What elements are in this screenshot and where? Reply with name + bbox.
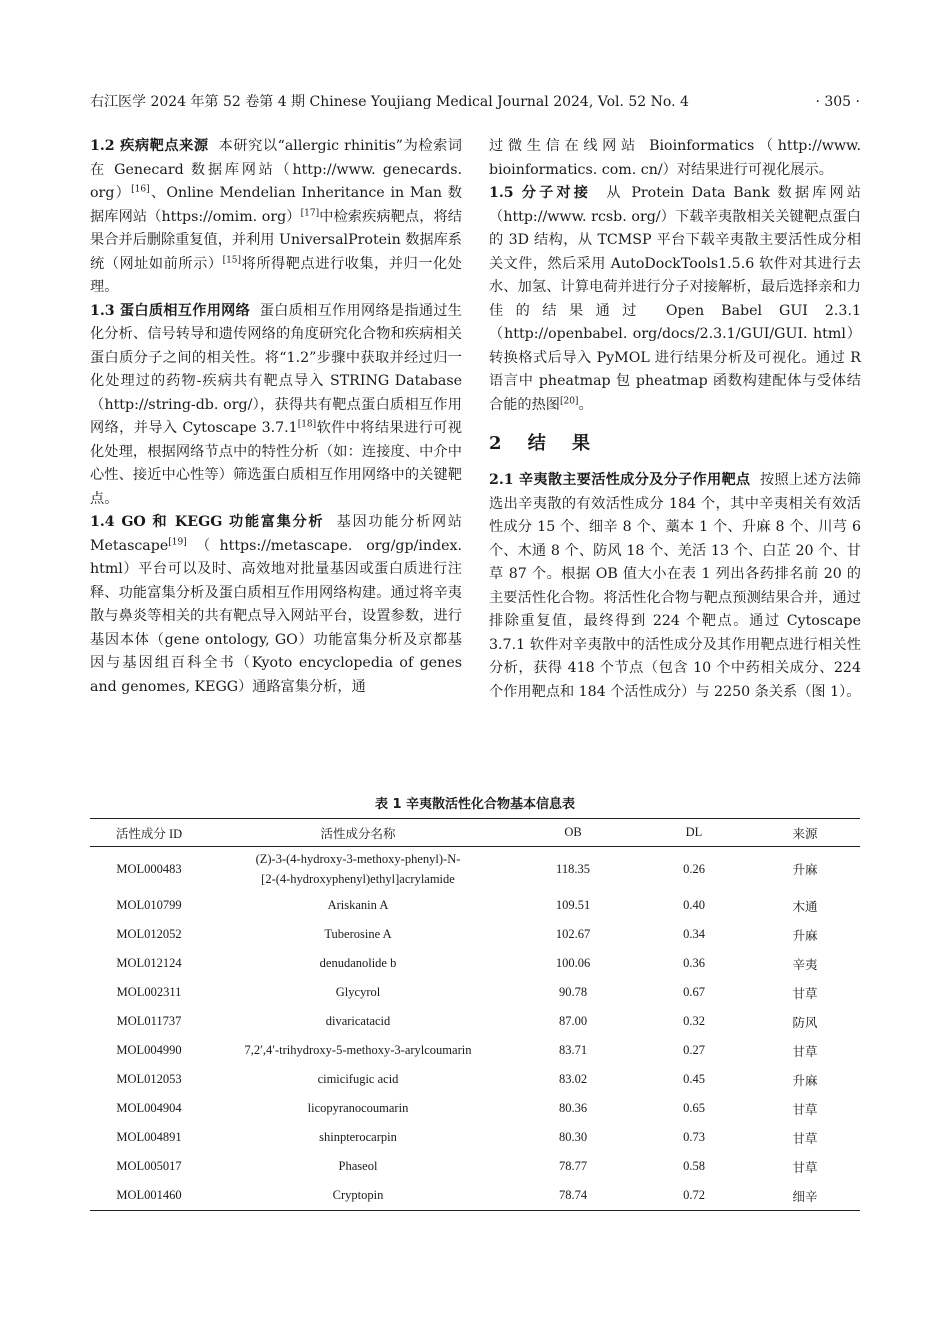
section-1-4 — [90, 511, 462, 699]
cell-id: MOL000483 — [116, 861, 182, 876]
section-1-5-text: 从 Protein Data Bank 数据库网站（http://www. rcsb. org/）下载辛夷散相关关键靶点蛋白的 3D 结构，从 TCMSP 平台下载辛夷散主要活性成分相关文件，然后采用 AutoDockTools1.5.6 软件对其进行去水、加氢、计算电荷并进行分子对接解析，最后选择亲和力佳的结果通过 Open Babel GUI 2.3.1（http://openbabel. org/docs/2.3.1/GUI/GUI. html）转换格式后导入 PyMOL 进行结果分析及可视化。通过 R 语言中 pheatmap 包 pheatmap 函数构建配体与受体结合能的热图 — [489, 185, 861, 413]
section-1-3-text: 蛋白质相互作用网络是指通过生化分析、信号转导和遗传网络的角度研究化合物和疾病相关蛋白质分子之间的相关性。将“1.2”步骤中获取并经过归一化处理过的药物-疾病共有靶点导入 STRING Database（http://string-db. org/），获得共有靶点蛋白质相互作用网络，并导入 Cytoscape 3.7.1 — [90, 302, 462, 436]
table-row — [90, 1094, 860, 1123]
section-1-4-text: 基因功能分析网站 Metascape — [90, 514, 462, 554]
section-1-3 — [90, 300, 462, 512]
cell-source: 木通 — [792, 899, 818, 914]
cell-ob: 78.74 — [508, 1181, 638, 1211]
cell-ob: 80.30 — [558, 1130, 588, 1144]
section-1-3-text-2: 软件中将结果进行可视化处理，根据网络节点中的特性分析（如：连接度、中介中心性、接近中心性等）筛选蛋白质相互作用网络中的关键靶点。 — [90, 420, 462, 507]
cell-ob: 83.02 — [558, 1072, 588, 1086]
section-1-2-title: 1.2 疾病靶点来源 — [90, 138, 209, 154]
citation-20: [20] — [559, 395, 579, 406]
table-row — [90, 949, 860, 978]
table-row — [90, 847, 860, 892]
section-1-2-text-2: 、Online Mendelian Inheritance in Man 数据库网站（https://omim. org） — [90, 185, 462, 225]
cell-ob: 87.00 — [558, 1014, 588, 1028]
table-row — [90, 1065, 860, 1094]
cell-ob: 83.71 — [558, 1043, 588, 1057]
section-1-3-title: 1.3 蛋白质相互作用网络 — [90, 302, 251, 319]
section-2-1-text: 按照上述方法筛选出辛夷散的有效活性成分 184 个，其中辛夷相关有效活性成分 15 个、细辛 8 个、藁本 1 个、升麻 8 个、川芎 6 个、木通 8 个、防风 18 个、羌活 13 个、白芷 20 个、甘草 87 个。根据 OB 值大小在表 1 列出各药排名前 20 的主要活性化合物。将活性化合物与靶点预测结果合并，通过排除重复值，最终得到 224 个靶点。通过 Cytoscape 3.7.1 软件对辛夷散中的活性成分及其作用靶点进行相关性分析，获得 418 个节点（包含 10 个中药相关成分、224 个作用靶点和 184 个活性成分）与 2250 条关系（图 1）。 — [489, 472, 861, 700]
cell-name: Phaseol — [338, 1159, 378, 1173]
section-1-5-end: 。 — [578, 396, 593, 413]
table-row — [90, 1181, 860, 1211]
col-header-name: 活性成分名称 — [208, 819, 508, 847]
citation-15: [15] — [222, 254, 242, 265]
cell-id: MOL011737 — [116, 1014, 182, 1028]
section-2-1-title: 2.1 辛夷散主要活性成分及分子作用靶点 — [489, 472, 751, 488]
cell-dl: 0.45 — [683, 1072, 705, 1086]
cell-ob: 80.36 — [558, 1101, 588, 1115]
cell-name: Ariskanin A — [327, 898, 389, 912]
cell-dl: 0.58 — [683, 1159, 705, 1173]
cell-source: 防风 — [792, 1015, 818, 1030]
section-1-2-text-4: 将所得靶点进行收集，并归一化处理。 — [90, 255, 462, 295]
citation-18: [18] — [297, 419, 317, 430]
cell-name — [208, 847, 508, 892]
cell-source: 升麻 — [792, 863, 818, 877]
cell-dl: 0.67 — [683, 985, 705, 999]
cell-dl: 0.27 — [683, 1043, 705, 1057]
section-2-1 — [489, 469, 861, 704]
cell-source: 甘草 — [792, 1131, 818, 1146]
cell-source: 细辛 — [750, 1181, 860, 1211]
cell-id: MOL012052 — [116, 927, 182, 941]
cell-source: 甘草 — [792, 1160, 818, 1175]
running-header — [90, 92, 860, 112]
cell-dl: 0.72 — [638, 1181, 750, 1211]
cell-ob: 109.51 — [555, 898, 591, 912]
cell-ob: 118.35 — [556, 861, 590, 876]
table-row — [90, 920, 860, 949]
continued-text: 过微生信在线网站 Bioinformatics（http://www. bioinformatics. com. cn/）对结果进行可视化展示。 — [489, 138, 861, 178]
section-1-4-text-2: （https://metascape. org/gp/index. html）平台可以及时、高效地对批量基因或蛋白质进行注释、功能富集分析及蛋白质相互作用网络构建。通过将辛夷散与鼻炎等相关的共有靶点导入网站平台，设置参数，进行基因本体（gene ontology, GO）功能富集分析及京都基因与基因组百科全书（Kyoto encyclopedia of genes and genomes, KEGG）通路富集分析，通 — [90, 537, 462, 695]
section-1-5-title: 1.5 分子对接 — [489, 185, 592, 201]
cell-dl: 0.34 — [683, 927, 705, 941]
cell-dl: 0.36 — [683, 956, 705, 970]
table-row — [90, 1036, 860, 1065]
section-1-4-title: 1.4 GO 和 KEGG 功能富集分析 — [90, 514, 325, 530]
page-number: · 305 · — [815, 94, 860, 110]
cell-name: cimicifugic acid — [317, 1072, 399, 1086]
col-header-dl: DL — [638, 819, 750, 847]
col-header-id: 活性成分 ID — [90, 819, 208, 847]
cell-name: divaricatacid — [325, 1014, 391, 1028]
left-column — [90, 135, 462, 699]
table-row — [90, 978, 860, 1007]
cell-source: 升麻 — [792, 928, 818, 943]
cell-name: Cryptopin — [208, 1181, 508, 1211]
cell-name-line-2: [2-(4-hydroxyphenyl)ethyl]acrylamide — [261, 872, 455, 886]
cell-ob: 90.78 — [558, 985, 588, 999]
table-row — [90, 891, 860, 920]
table-row — [90, 1123, 860, 1152]
cell-id: MOL004990 — [116, 1043, 182, 1057]
table-row — [90, 1007, 860, 1036]
cell-id: MOL002311 — [116, 985, 182, 999]
cell-source: 甘草 — [792, 1102, 818, 1117]
cell-ob: 100.06 — [555, 956, 591, 970]
cell-dl: 0.40 — [683, 898, 705, 912]
cell-id: MOL010799 — [116, 898, 182, 912]
cell-source: 辛夷 — [792, 957, 818, 972]
section-1-2-text-3: 中检索疾病靶点，将结果合并后删除重复值，并利用 UniversalProtein 数据库系统（网址如前所示） — [90, 208, 462, 272]
section-1-5 — [489, 182, 861, 417]
col-header-ob: OB — [508, 819, 638, 847]
cell-ob: 78.77 — [558, 1159, 588, 1173]
cell-name: Glycyrol — [335, 985, 381, 999]
cell-dl: 0.26 — [683, 861, 705, 876]
journal-header: 右江医学 2024 年第 52 卷第 4 期 Chinese Youjiang Medical Journal 2024, Vol. 52 No. 4 — [90, 94, 689, 110]
table-row — [90, 1152, 860, 1181]
cell-dl: 0.65 — [683, 1101, 705, 1115]
table-1 — [90, 818, 860, 1211]
table-1-caption: 表 1 辛夷散活性化合物基本信息表 — [374, 797, 576, 812]
cell-id: MOL012053 — [116, 1072, 182, 1086]
table-header-row — [90, 819, 860, 847]
cell-ob: 102.67 — [555, 927, 591, 941]
cell-name: shinpterocarpin — [319, 1130, 397, 1144]
cell-source: 甘草 — [792, 986, 818, 1001]
cell-id: MOL004891 — [116, 1130, 182, 1144]
cell-id: MOL005017 — [116, 1159, 182, 1173]
cell-id: MOL004904 — [116, 1101, 182, 1115]
cell-id: MOL001460 — [90, 1181, 208, 1211]
cell-source: 甘草 — [792, 1044, 818, 1059]
cell-dl: 0.73 — [683, 1130, 705, 1144]
col-header-source: 来源 — [750, 819, 860, 847]
cell-name: licopyranocoumarin — [307, 1101, 409, 1115]
cell-source: 升麻 — [792, 1073, 818, 1088]
section-1-2-text: 本研究以“allergic rhinitis”为检索词在 Genecard 数据库网站（http://www. genecards. org） — [90, 138, 462, 201]
right-column — [489, 135, 861, 704]
cell-name-line-1: (Z)-3-(4-hydroxy-3-methoxy-phenyl)-N- — [255, 852, 461, 866]
section-2-title: 2 结 果 — [489, 433, 601, 454]
cell-dl: 0.32 — [683, 1014, 705, 1028]
cell-id: MOL012124 — [116, 956, 182, 970]
citation-16: [16] — [131, 184, 150, 195]
citation-17: [17] — [300, 207, 320, 218]
cell-name: Tuberosine A — [324, 927, 392, 941]
citation-19: [19] — [168, 536, 187, 547]
section-1-2 — [90, 135, 462, 300]
cell-name: 7,2′,4′-trihydroxy-5-methoxy-3-arylcoumarin — [244, 1043, 472, 1057]
cell-name: denudanolide b — [319, 956, 397, 970]
